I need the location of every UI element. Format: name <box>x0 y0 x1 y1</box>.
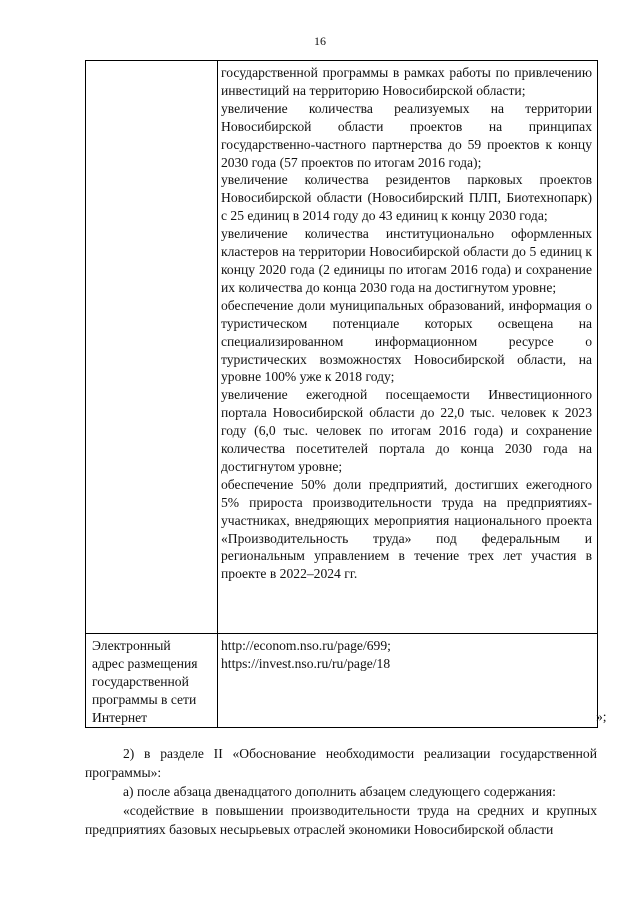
closing-quote-mark: »; <box>596 709 607 724</box>
label-line: Интернет <box>92 709 148 725</box>
label-line: адрес размещения <box>92 655 198 671</box>
indicator-paragraph: увеличение количества институционально оформленных кластеров на территории Новосибирской области до 5 единиц к концу 2020 года (2 единицы по итогам 2016 года) и сохранение их количества до конца 2030 года на достигнутом уровне; <box>221 226 592 295</box>
indicator-paragraph: увеличение количества реализуемых на территории Новосибирской области проектов на принципах государственно-частного партнерства до 59 проектов к концу 2030 года (57 проектов по итогам 2016 года); <box>221 100 592 170</box>
table-cell-label <box>86 634 218 728</box>
body-paragraph: 2) в разделе II «Обоснование необходимости реализации государственной программы»: <box>85 746 597 780</box>
body-text <box>85 744 597 839</box>
url-text: http://econom.nso.ru/page/699; <box>221 638 391 653</box>
program-passport-table <box>85 60 598 728</box>
label-line: государственной <box>92 673 189 689</box>
indicator-paragraph: обеспечение 50% доли предприятий, достигших ежегодного 5% прироста производительности труда на предприятиях-участниках, внедряющих мероприятия национального проекта «Производительность труда» под федеральным и региональным управлением в течение трех лет участия в проекте в 2022–2024 гг. <box>221 476 592 582</box>
label-line: программы в сети <box>92 691 197 707</box>
label-line: Электронный <box>92 638 171 653</box>
body-paragraph: «содействие в повышении производительности труда на средних и крупных предприятиях базовых несырьевых отраслей экономики Новосибирской области <box>85 803 597 837</box>
page-number: 16 <box>314 34 326 48</box>
table-cell-empty <box>86 61 218 634</box>
indicator-paragraph: увеличение ежегодной посещаемости Инвестиционного портала Новосибирской области до 22,0 тыс. человек к 2023 году (6,0 тыс. человек по итогам 2016 года) и сохранение количества посетителей портала до конца 2030 года на достигнутом уровне; <box>221 387 592 474</box>
table-row <box>86 634 598 728</box>
indicator-paragraph: государственной программы в рамках работы по привлечению инвестиций на территорию Новосибирской области; <box>221 65 592 98</box>
indicator-paragraph: увеличение количества резидентов парковых проектов Новосибирской области (Новосибирский ПЛП, Биотехнопарк) с 25 единиц в 2014 году до 43 единиц к концу 2030 года; <box>221 172 592 224</box>
table-cell-links <box>218 634 598 728</box>
table-row <box>86 61 598 634</box>
indicator-paragraph: обеспечение доли муниципальных образований, информация о туристическом потенциале которых освещена на специализированном информационном ресурсе о туристических возможностях Новосибирской области, на уровне 100% уже к 2018 году; <box>221 297 592 385</box>
url-text: https://invest.nso.ru/ru/page/18 <box>221 655 391 671</box>
body-paragraph: а) после абзаца двенадцатого дополнить абзацем следующего содержания: <box>123 784 556 799</box>
table-cell-indicators <box>218 61 598 634</box>
